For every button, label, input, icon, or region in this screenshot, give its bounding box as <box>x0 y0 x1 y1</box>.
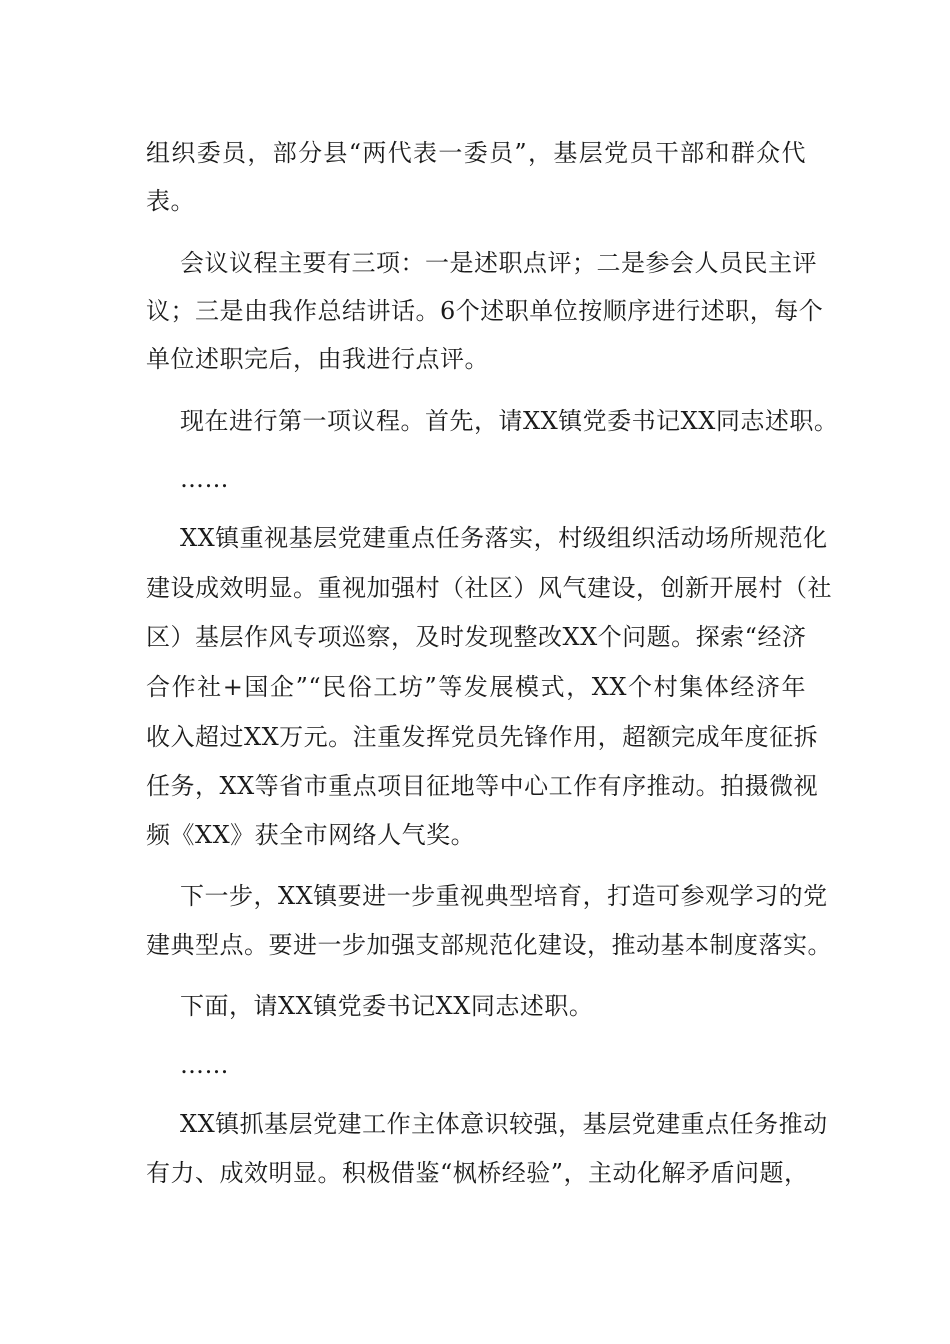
text-line: 收入超过XX万元。注重发挥党员先锋作用，超额完成年度征拆 <box>146 723 819 751</box>
text-line: 单位述职完后，由我进行点评。 <box>146 345 489 373</box>
text-line: 组织委员，部分县“两代表一委员”，基层党员干部和群众代 <box>146 139 806 167</box>
text-line: 频《XX》获全市网络人气奖。 <box>146 821 476 849</box>
ellipsis: …… <box>180 1051 229 1079</box>
text-line: 会议议程主要有三项：一是述职点评；二是参会人员民主评 <box>180 249 817 277</box>
text-line: 有力、成效明显。积极借鉴“枫桥经验”，主动化解矛盾问题， <box>146 1159 809 1187</box>
text-line: 议；三是由我作总结讲话。6个述职单位按顺序进行述职，每个 <box>146 297 824 325</box>
text-line: 任务，XX等省市重点项目征地等中心工作有序推动。拍摄微视 <box>146 772 819 800</box>
text-line: XX镇重视基层党建重点任务落实，村级组织活动场所规范化 <box>180 524 828 552</box>
text-line: 区）基层作风专项巡察，及时发现整改XX个问题。探索“经济 <box>146 623 807 651</box>
text-line: 表。 <box>146 187 195 215</box>
text-line: XX镇抓基层党建工作主体意识较强，基层党建重点任务推动 <box>180 1110 828 1138</box>
text-line: 建典型点。要进一步加强支部规范化建设，推动基本制度落实。 <box>146 931 832 959</box>
text-line: 建设成效明显。重视加强村（社区）风气建设，创新开展村（社 <box>146 574 832 602</box>
text-line: 现在进行第一项议程。首先，请XX镇党委书记XX同志述职。 <box>180 407 839 435</box>
ellipsis: …… <box>180 465 229 493</box>
text-line: 下面，请XX镇党委书记XX同志述职。 <box>180 992 594 1020</box>
text-line: 下一步，XX镇要进一步重视典型培育，打造可参观学习的党 <box>180 882 828 910</box>
text-line: 合作社+国企”“民俗工坊”等发展模式，XX个村集体经济年 <box>146 673 806 701</box>
